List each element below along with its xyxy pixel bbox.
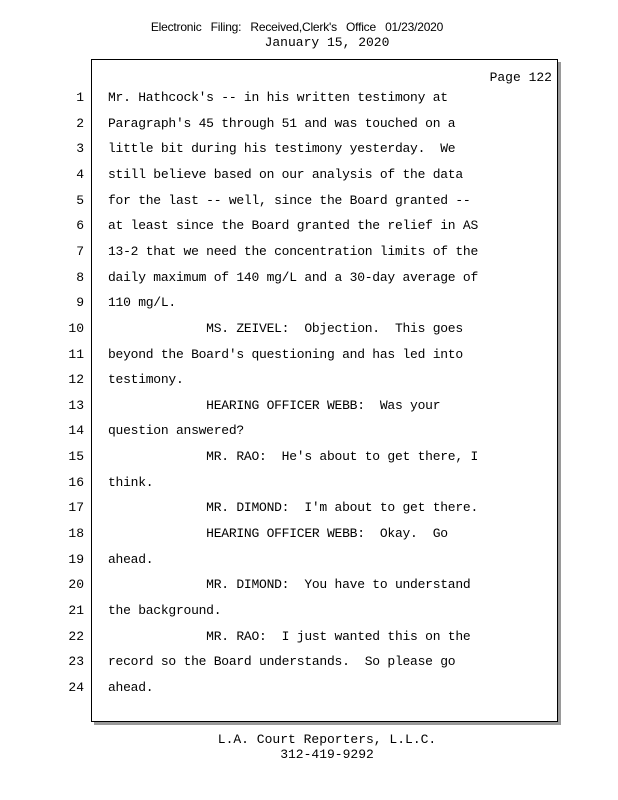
line-number: 19 <box>68 552 84 567</box>
line-number: 14 <box>68 423 84 438</box>
line-number: 20 <box>68 577 84 592</box>
line-number: 10 <box>68 321 84 336</box>
transcript-line: 13-2 that we need the concentration limits of the <box>108 244 479 259</box>
transcript-line: ahead. <box>108 680 154 695</box>
transcript-line: for the last -- well, since the Board granted -- <box>108 193 471 208</box>
line-number: 24 <box>68 680 84 695</box>
transcript-line: record so the Board understands. So please go <box>108 654 456 669</box>
court-reporter-footer <box>0 732 618 762</box>
transcript-line: think. <box>108 475 154 490</box>
line-number: 2 <box>76 116 84 131</box>
reporter-name: L.A. Court Reporters, L.L.C. <box>217 732 437 747</box>
transcript-line: question answered? <box>108 423 244 438</box>
line-number: 21 <box>68 603 84 618</box>
line-number: 22 <box>68 629 84 644</box>
transcript-line: at least since the Board granted the relief in AS <box>108 218 479 233</box>
line-number: 6 <box>76 218 84 233</box>
filing-stamp-header: Electronic Filing: Received,Clerk's Office 01/23/2020 <box>150 20 444 34</box>
reporter-phone: 312-419-9292 <box>280 747 374 762</box>
line-number: 23 <box>68 654 84 669</box>
line-number: 8 <box>76 270 84 285</box>
transcript-line: Paragraph's 45 through 51 and was touched on a <box>108 116 456 131</box>
line-number: 11 <box>68 347 84 362</box>
line-number: 9 <box>76 295 84 310</box>
line-number: 13 <box>68 398 84 413</box>
transcript-line: daily maximum of 140 mg/L and a 30-day average of <box>108 270 479 285</box>
transcript-line: beyond the Board's questioning and has led into <box>108 347 463 362</box>
transcript-line: MR. RAO: I just wanted this on the <box>108 629 471 644</box>
line-number: 18 <box>68 526 84 541</box>
transcript-date: January 15, 2020 <box>264 35 390 50</box>
transcript-line: HEARING OFFICER WEBB: Was your <box>108 398 441 413</box>
line-number: 12 <box>68 372 84 387</box>
transcript-line: testimony. <box>108 372 184 387</box>
line-number: 5 <box>76 193 84 208</box>
line-number: 1 <box>76 90 84 105</box>
transcript-line: little bit during his testimony yesterday. We <box>108 141 456 156</box>
transcript-line: HEARING OFFICER WEBB: Okay. Go <box>108 526 448 541</box>
transcript-page-frame <box>91 59 558 722</box>
transcript-line: MR. DIMOND: I'm about to get there. <box>108 500 479 515</box>
transcript-line: MR. RAO: He's about to get there, I <box>108 449 479 464</box>
line-number: 15 <box>68 449 84 464</box>
line-number: 4 <box>76 167 84 182</box>
line-number: 7 <box>76 244 84 259</box>
transcript-line: Mr. Hathcock's -- in his written testimony at <box>108 90 448 105</box>
transcript-line: 110 mg/L. <box>108 295 176 310</box>
line-number: 3 <box>76 141 84 156</box>
transcript-line: MR. DIMOND: You have to understand <box>108 577 471 592</box>
page-number: Page 122 <box>489 70 552 85</box>
transcript-line: still believe based on our analysis of the data <box>108 167 463 182</box>
transcript-line: ahead. <box>108 552 154 567</box>
transcript-line: MS. ZEIVEL: Objection. This goes <box>108 321 463 336</box>
line-number: 17 <box>68 500 84 515</box>
transcript-line: the background. <box>108 603 222 618</box>
line-number: 16 <box>68 475 84 490</box>
